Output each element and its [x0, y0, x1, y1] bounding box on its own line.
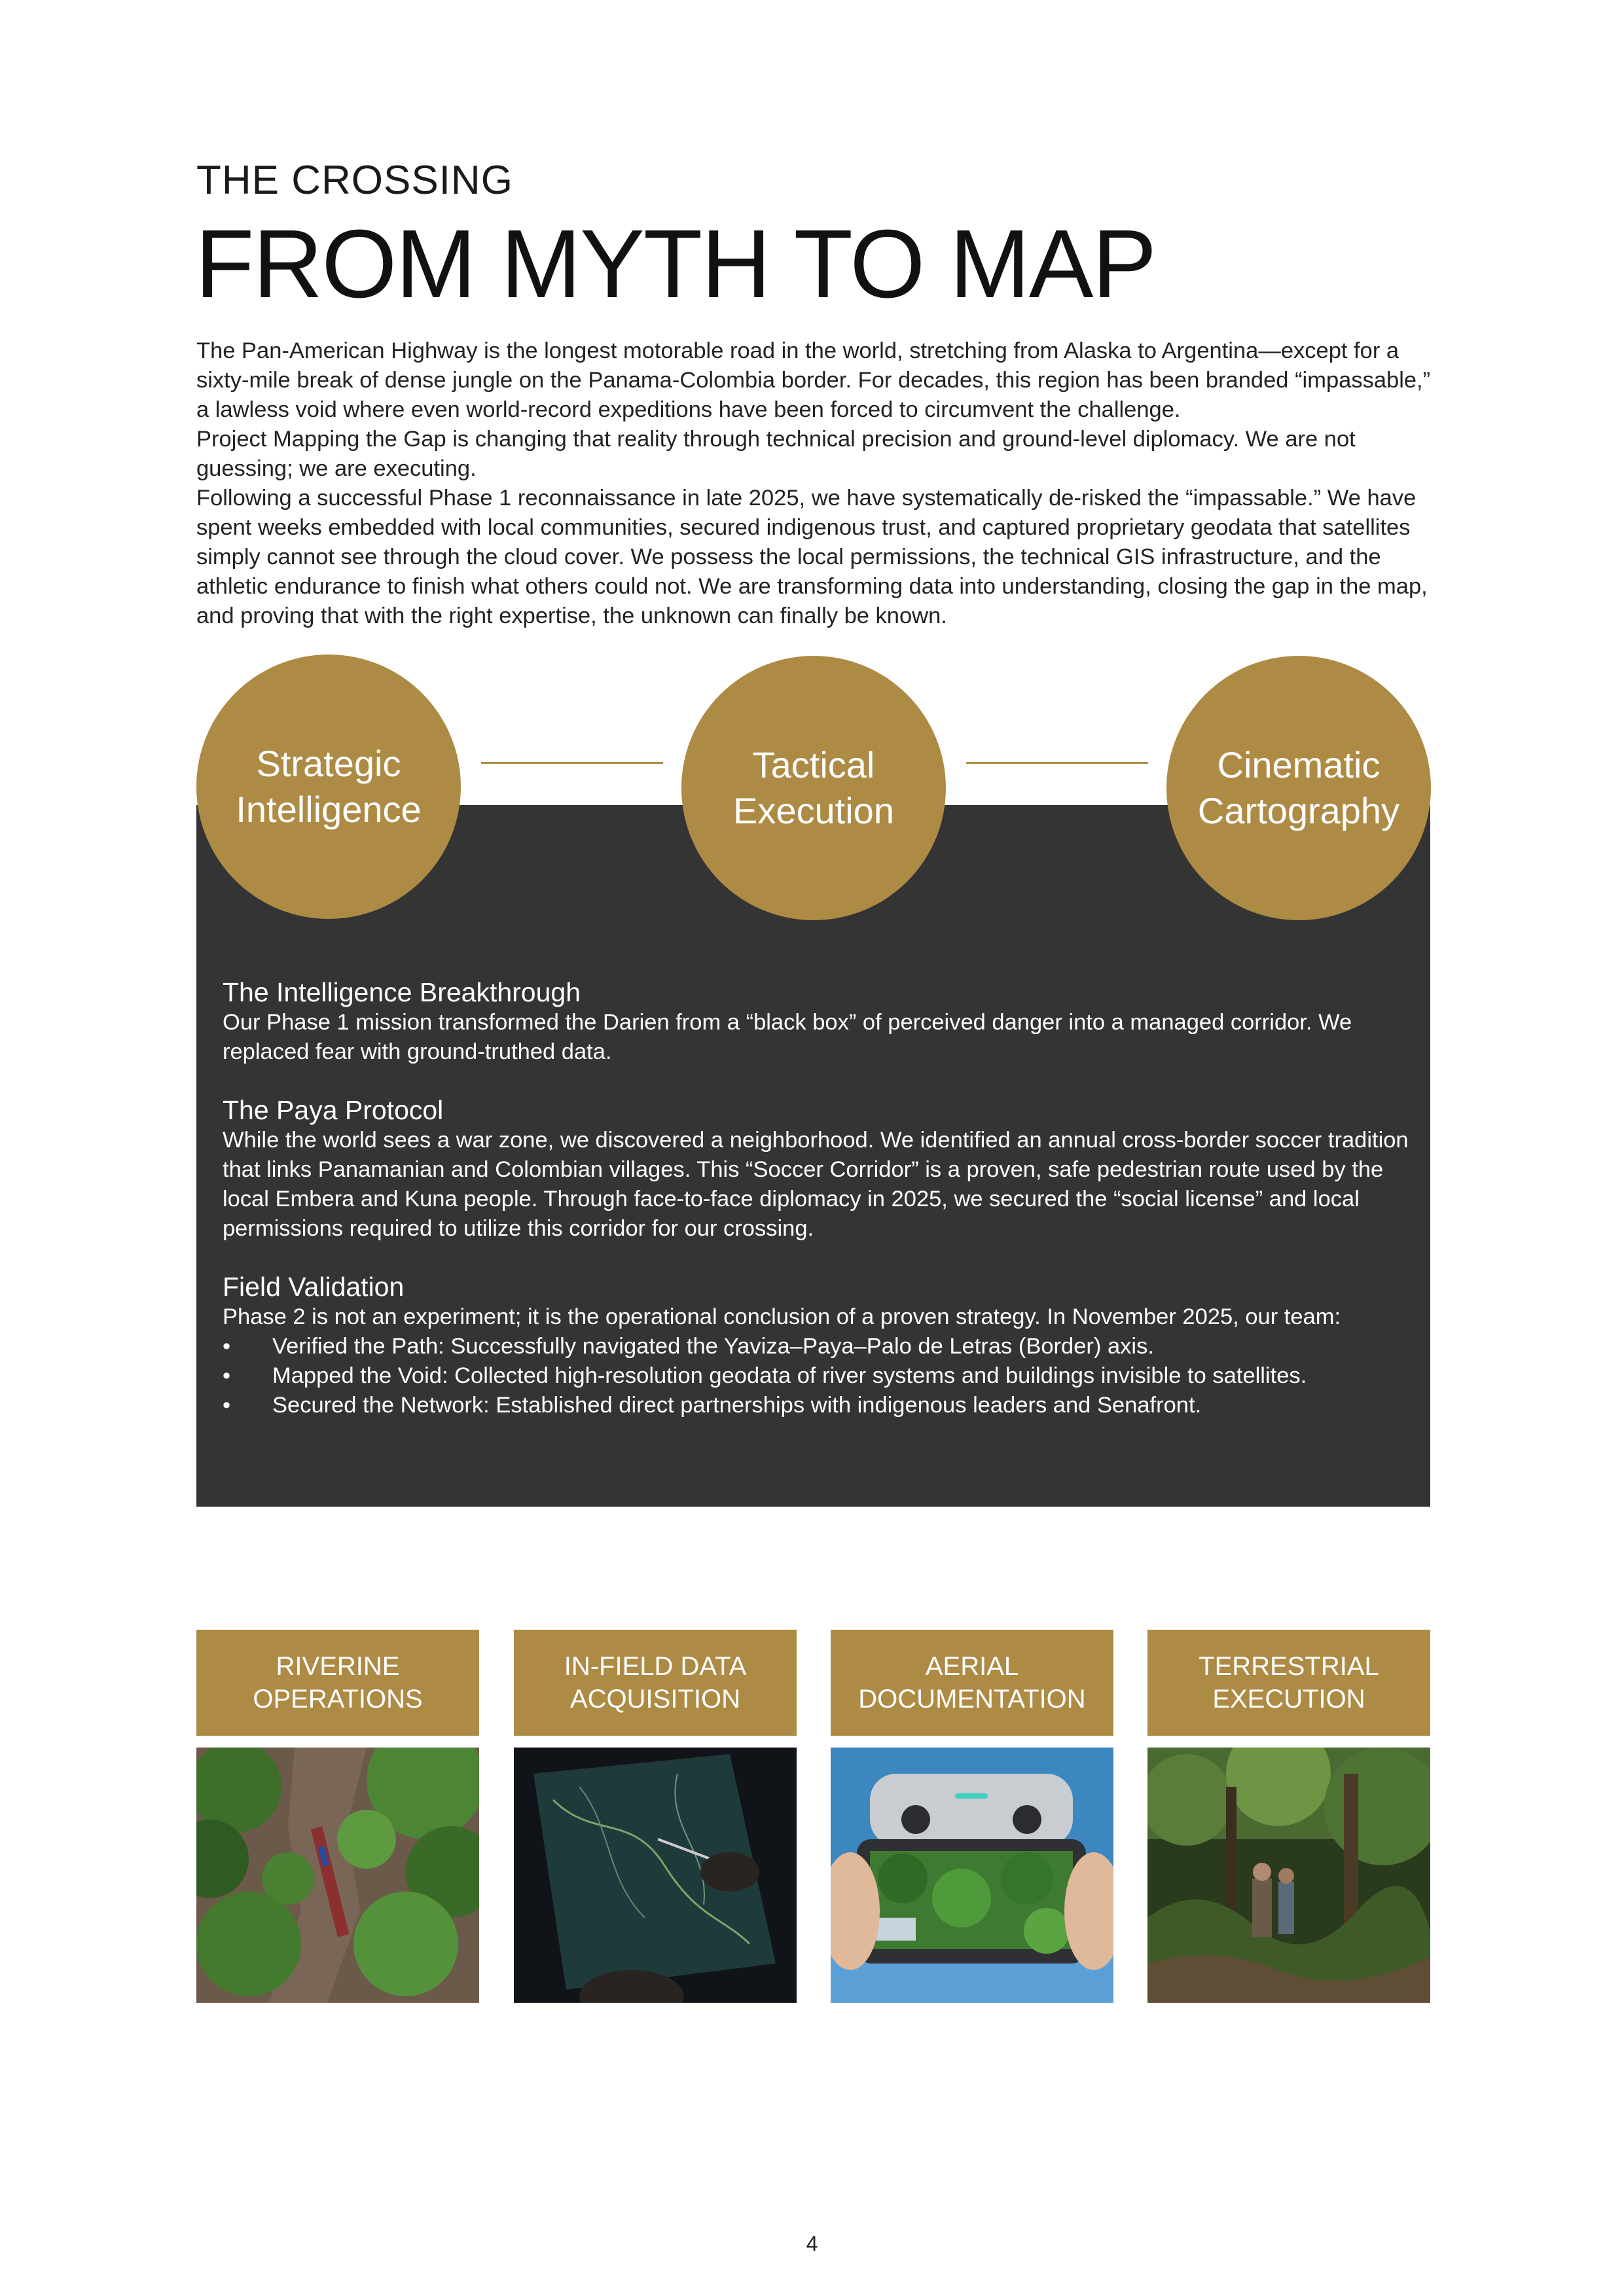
caption-line: EXECUTION	[1212, 1685, 1365, 1713]
caption-terrestrial-execution	[1147, 1630, 1430, 1736]
pillar-line: Strategic	[256, 743, 401, 784]
pillar-strategic-intelligence	[196, 655, 461, 919]
pillar-line: Execution	[733, 790, 894, 831]
connector-line-1	[481, 762, 663, 764]
section-body: Our Phase 1 mission transformed the Darien from a “black box” of perceived danger into a managed corridor. We replaced fear with ground-truthed data.	[223, 1010, 1352, 1064]
pillar-line: Tactical	[752, 744, 875, 785]
section-title: Field Validation	[223, 1272, 405, 1302]
pillar-tactical-execution	[681, 656, 946, 920]
connector-line-2	[966, 762, 1148, 764]
pillar-line: Cartography	[1197, 790, 1400, 831]
intro-paragraph-2: Project Mapping the Gap is changing that reality through technical precision and ground-level diplomacy. We are not guessing; we are executing.	[196, 427, 1356, 481]
intro-paragraph-1: The Pan-American Highway is the longest motorable road in the world, stretching from Alaska to Argentina—except for a sixty-mile break of dense jungle on the Panama-Colombia border. For decades, this region has been branded “impassable,” a lawless void where even world-record expeditions have been forced to circumvent the challenge.	[196, 338, 1431, 422]
bullet-icon: •	[223, 1393, 231, 1418]
intro-text	[196, 336, 1440, 631]
caption-in-field-data-acquisition	[514, 1630, 797, 1736]
section-title: The Intelligence Breakthrough	[223, 977, 581, 1007]
intro-paragraph-3: Following a successful Phase 1 reconnaissance in late 2025, we have systematically de-risked the “impassable.” We have spent weeks embedded with local communities, secured indigenous trust, and captured proprietary geodata that satellites simply cannot see through the cloud cover. We possess the local permissions, the technical GIS infrastructure, and the athletic endurance to finish what others could not. We are transforming data into understanding, closing the gap in the map, and proving that with the right expertise, the unknown can finally be known.	[196, 486, 1428, 628]
caption-riverine-operations	[196, 1630, 479, 1736]
section-title: The Paya Protocol	[223, 1095, 444, 1125]
jungle-trek-photo	[1147, 1748, 1430, 2003]
pillar-line: Intelligence	[236, 789, 422, 830]
section-kicker: THE CROSSING	[196, 158, 513, 203]
field-map-photo	[514, 1748, 797, 2003]
section-body: Phase 2 is not an experiment; it is the operational conclusion of a proven strategy. In November 2025, our team:	[223, 1304, 1341, 1329]
bullet-icon: •	[223, 1363, 231, 1388]
section-intelligence-breakthrough	[223, 977, 1414, 1067]
section-field-validation	[223, 1271, 1414, 1420]
bullet-icon: •	[223, 1334, 231, 1359]
bullet-text: Mapped the Void: Collected high-resolution geodata of river systems and buildings invisible to satellites.	[272, 1363, 1307, 1388]
pillar-cinematic-cartography	[1166, 656, 1431, 920]
drone-controller-photo	[831, 1748, 1113, 2003]
list-item	[223, 1332, 1414, 1361]
bullet-text: Verified the Path: Successfully navigated the Yaviza–Paya–Palo de Letras (Border) axis.	[272, 1334, 1154, 1359]
pillar-line: Cinematic	[1217, 744, 1380, 785]
caption-line: ACQUISITION	[569, 1685, 741, 1713]
caption-line: OPERATIONS	[253, 1685, 423, 1713]
caption-line: TERRESTRIAL	[1199, 1652, 1379, 1681]
section-paya-protocol	[223, 1094, 1414, 1244]
caption-line: RIVERINE	[276, 1652, 400, 1681]
bullet-list	[223, 1332, 1414, 1420]
caption-line: IN-FIELD DATA	[564, 1652, 747, 1681]
panel-content	[223, 977, 1414, 1448]
list-item	[223, 1361, 1414, 1391]
riverine-boat-photo	[196, 1748, 479, 2003]
page-title: FROM MYTH TO MAP	[195, 210, 1156, 318]
page-number: 4	[806, 2232, 818, 2255]
list-item	[223, 1391, 1414, 1420]
section-body: While the world sees a war zone, we discovered a neighborhood. We identified an annual cross-border soccer tradition that links Panamanian and Colombian villages. This “Soccer Corridor” is a proven, safe pedestrian route used by the local Embera and Kuna people. Through face-to-face diplomacy in 2025, we secured the “social license” and local permissions required to utilize this corridor for our crossing.	[223, 1128, 1409, 1241]
caption-line: DOCUMENTATION	[858, 1685, 1086, 1713]
caption-aerial-documentation	[831, 1630, 1113, 1736]
caption-line: AERIAL	[925, 1652, 1019, 1681]
bullet-text: Secured the Network: Established direct partnerships with indigenous leaders and Senafront.	[272, 1393, 1202, 1418]
